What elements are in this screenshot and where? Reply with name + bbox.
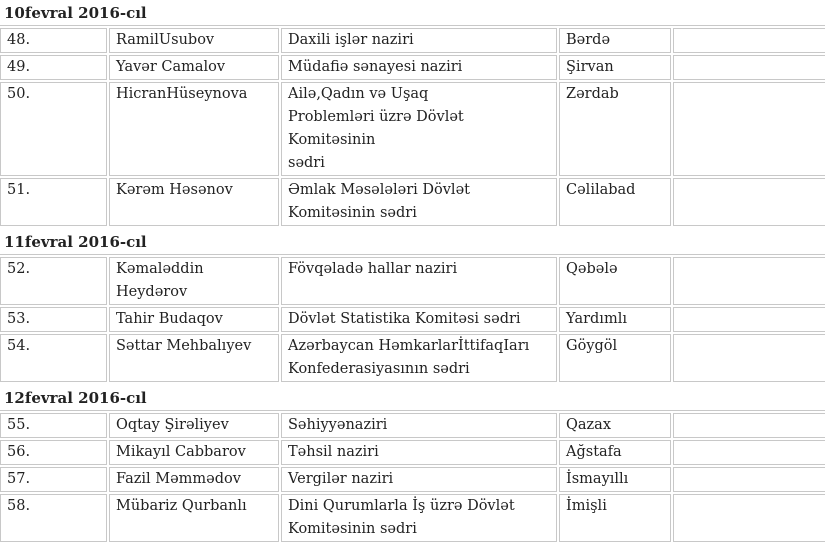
section-date: 10fevral 2016-cıl — [0, 0, 825, 26]
official-position: Vergilər naziri — [281, 467, 557, 492]
table-row — [0, 178, 825, 226]
extra-cell — [673, 82, 825, 176]
official-position: Müdafiə sənayesi naziri — [281, 55, 557, 80]
table-row — [0, 413, 825, 438]
official-position: Azərbaycan HəmkarlarİttifaqIarı Konfederasiyasının sədri — [281, 334, 557, 382]
region: İsmayıllı — [559, 467, 671, 492]
extra-cell — [673, 307, 825, 332]
section-header-row — [0, 384, 825, 411]
table-row — [0, 467, 825, 492]
table-row — [0, 307, 825, 332]
official-name: Kərəm Həsənov — [109, 178, 279, 226]
official-position: Dini Qurumlarla İş üzrə Dövlət Komitəsinin sədri — [281, 494, 557, 542]
official-position: Daxili işlər naziri — [281, 28, 557, 53]
official-position: Dövlət Statistika Komitəsi sədri — [281, 307, 557, 332]
official-position: Təhsil naziri — [281, 440, 557, 465]
extra-cell — [673, 178, 825, 226]
table-row — [0, 440, 825, 465]
official-position: Ailə,Qadın və Uşaq Problemləri üzrə Dövlət Komitəsinin sədri — [281, 82, 557, 176]
official-name: Yavər Camalov — [109, 55, 279, 80]
official-name: Kəmaləddin Heydərov — [109, 257, 279, 305]
row-number: 50. — [0, 82, 107, 176]
extra-cell — [673, 494, 825, 542]
extra-cell — [673, 55, 825, 80]
official-name: RamilUsubov — [109, 28, 279, 53]
section-date: 11fevral 2016-cıl — [0, 228, 825, 255]
region: Göygöl — [559, 334, 671, 382]
region: Zərdab — [559, 82, 671, 176]
official-name: Səttar Mehbalıyev — [109, 334, 279, 382]
official-name: Mübariz Qurbanlı — [109, 494, 279, 542]
table-row — [0, 55, 825, 80]
row-number: 56. — [0, 440, 107, 465]
table-row — [0, 334, 825, 382]
extra-cell — [673, 413, 825, 438]
row-number: 49. — [0, 55, 107, 80]
extra-cell — [673, 28, 825, 53]
official-name: Fazil Məmmədov — [109, 467, 279, 492]
region: Qəbələ — [559, 257, 671, 305]
region: Yardımlı — [559, 307, 671, 332]
row-number: 58. — [0, 494, 107, 542]
official-name: Tahir Budaqov — [109, 307, 279, 332]
row-number: 51. — [0, 178, 107, 226]
section-header-row — [0, 0, 825, 26]
extra-cell — [673, 440, 825, 465]
table-row — [0, 494, 825, 542]
row-number: 52. — [0, 257, 107, 305]
section-date: 12fevral 2016-cıl — [0, 384, 825, 411]
extra-cell — [673, 334, 825, 382]
official-name: Oqtay Şirəliyev — [109, 413, 279, 438]
official-position: Fövqəladə hallar naziri — [281, 257, 557, 305]
row-number: 54. — [0, 334, 107, 382]
region: İmişli — [559, 494, 671, 542]
row-number: 55. — [0, 413, 107, 438]
official-position: Əmlak Məsələləri Dövlət Komitəsinin sədri — [281, 178, 557, 226]
official-position: Səhiyyənaziri — [281, 413, 557, 438]
section-header-row — [0, 228, 825, 255]
extra-cell — [673, 257, 825, 305]
table-row — [0, 82, 825, 176]
official-name: Mikayıl Cabbarov — [109, 440, 279, 465]
region: Bərdə — [559, 28, 671, 53]
row-number: 57. — [0, 467, 107, 492]
row-number: 48. — [0, 28, 107, 53]
region: Qazax — [559, 413, 671, 438]
extra-cell — [673, 467, 825, 492]
table-row — [0, 257, 825, 305]
official-name: HicranHüseynova — [109, 82, 279, 176]
region: Cəlilabad — [559, 178, 671, 226]
row-number: 53. — [0, 307, 107, 332]
table-row — [0, 28, 825, 53]
region: Şirvan — [559, 55, 671, 80]
region: Ağstafa — [559, 440, 671, 465]
